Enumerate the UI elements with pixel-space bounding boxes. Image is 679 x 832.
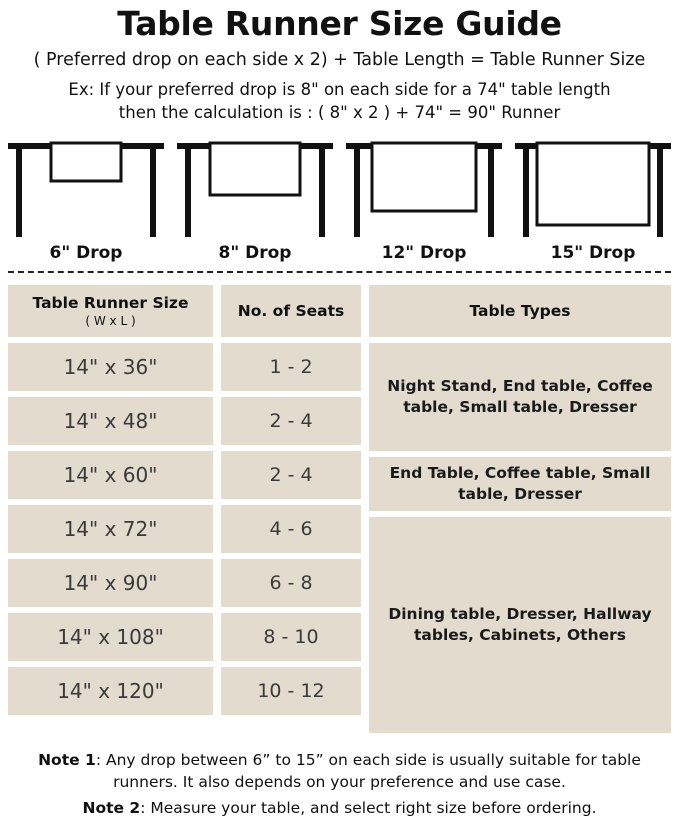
section-divider	[8, 271, 671, 273]
drop-diagram-8	[175, 137, 335, 263]
table-row: 14" x 90"	[8, 559, 213, 607]
table-row: 14" x 108"	[8, 613, 213, 661]
table-row: 2 - 4	[221, 451, 361, 499]
table-row: Night Stand, End table, Coffee table, Small table, Dresser	[369, 343, 671, 451]
table-row: 14" x 120"	[8, 667, 213, 715]
drop-label-12: 12" Drop	[381, 242, 467, 263]
example-line-1: Ex: If your preferred drop is 8" on each side for a 74" table length	[68, 79, 611, 99]
table-drop-illustration-icon	[513, 137, 673, 237]
note-1	[10, 749, 669, 794]
note-2-label: Note 2	[82, 799, 141, 818]
table-row: 6 - 8	[221, 559, 361, 607]
table-row: 10 - 12	[221, 667, 361, 715]
drop-diagram-12	[344, 137, 504, 263]
header-runner-size-label: Table Runner Size	[32, 293, 189, 312]
infographic-page	[0, 6, 679, 832]
table-row: 14" x 48"	[8, 397, 213, 445]
table-drop-illustration-icon	[175, 137, 335, 237]
header-seats-label: No. of Seats	[237, 301, 345, 320]
size-table	[8, 285, 671, 739]
note-2-text: : Measure your table, and select right size before ordering.	[140, 799, 597, 818]
table-drop-illustration-icon	[6, 137, 166, 237]
drop-diagrams	[0, 137, 679, 263]
table-drop-illustration-icon	[344, 137, 504, 237]
table-row: 2 - 4	[221, 397, 361, 445]
drop-diagram-15	[513, 137, 673, 263]
table-row: 14" x 60"	[8, 451, 213, 499]
column-table-types	[369, 285, 671, 739]
table-row: Dining table, Dresser, Hallway tables, Cabinets, Others	[369, 517, 671, 733]
drop-label-6: 6" Drop	[49, 242, 123, 263]
header-runner-size	[8, 285, 213, 337]
page-title: Table Runner Size Guide	[117, 4, 562, 43]
column-runner-size	[8, 285, 213, 739]
table-row: 14" x 72"	[8, 505, 213, 553]
header-table-types	[369, 285, 671, 337]
drop-label-8: 8" Drop	[218, 242, 292, 263]
table-row: 14" x 36"	[8, 343, 213, 391]
example-line-2: then the calculation is : ( 8" x 2 ) + 74" = 90" Runner	[118, 103, 561, 123]
header-seats	[221, 285, 361, 337]
note-1-text: : Any drop between 6” to 15” on each side is usually suitable for table runners. It also depends on your preference and use case.	[95, 750, 641, 792]
drop-diagram-6	[6, 137, 166, 263]
table-row: 8 - 10	[221, 613, 361, 661]
table-row: End Table, Coffee table, Small table, Dresser	[369, 457, 671, 511]
notes-section	[10, 749, 669, 820]
table-row: 1 - 2	[221, 343, 361, 391]
header-table-types-label: Table Types	[469, 301, 571, 320]
example-text	[0, 78, 679, 125]
column-seats	[221, 285, 361, 739]
header-runner-size-sub: ( W x L )	[85, 313, 136, 328]
note-1-label: Note 1	[38, 750, 96, 769]
table-row: 4 - 6	[221, 505, 361, 553]
formula-line: ( Preferred drop on each side x 2) + Table Length = Table Runner Size	[33, 49, 646, 70]
note-2	[10, 797, 669, 819]
drop-label-15: 15" Drop	[550, 242, 636, 263]
